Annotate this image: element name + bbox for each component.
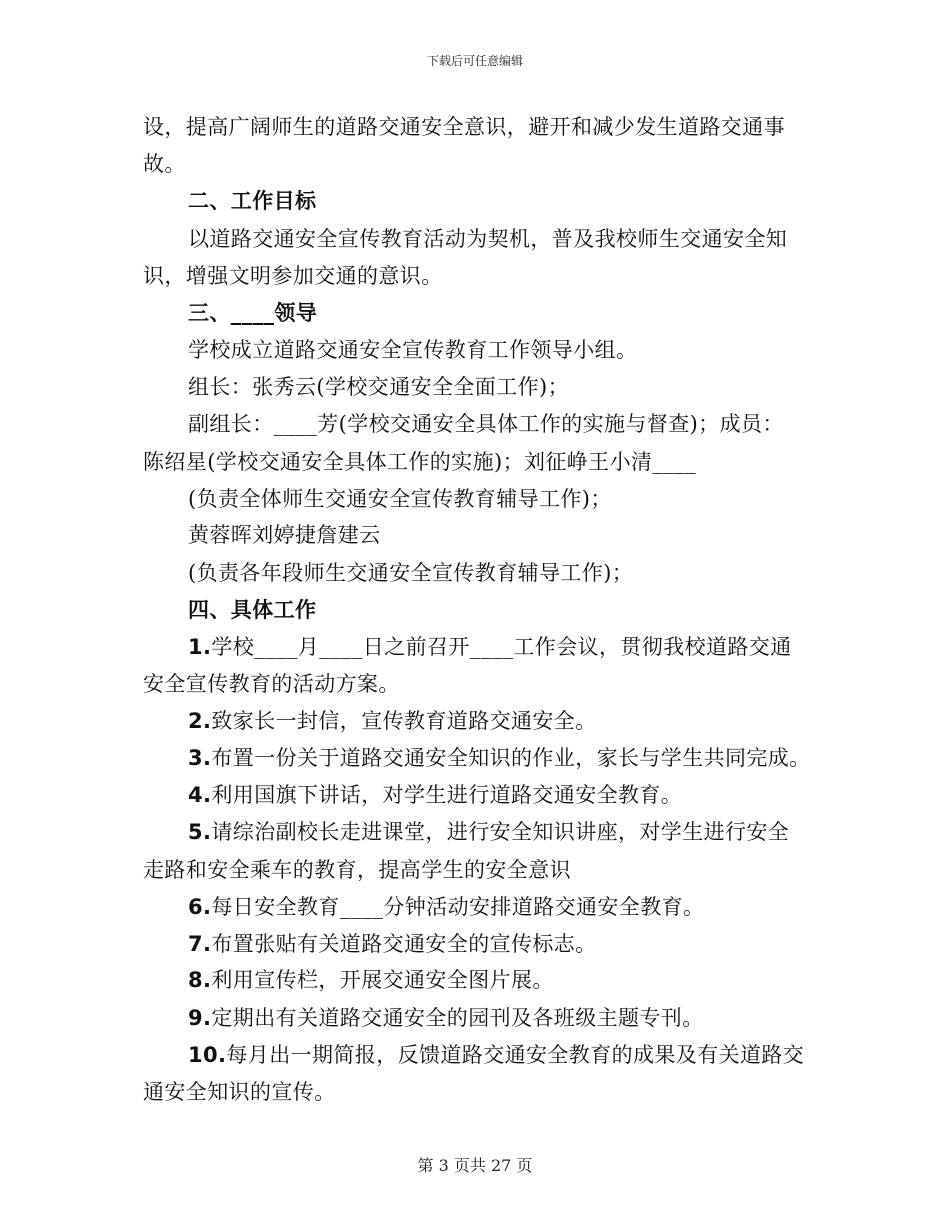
list-item [188,1043,804,1067]
line-text: 学校成立道路交通安全宣传教育工作领导小组。 [188,338,638,362]
list-item [188,1006,704,1030]
paragraph-line [143,264,443,288]
line-text: 安全宣传教育的活动方案。 [143,672,400,696]
item-number: 7. [188,932,212,956]
paragraph-line [188,487,612,511]
line-text: 走路和安全乘车的教育，提高学生的安全意识 [143,858,571,882]
line-text: 组长：张秀云(学校交通安全全面工作)； [188,375,569,399]
paragraph-line [143,672,400,696]
list-item [188,968,554,992]
list-item [188,820,789,844]
line-text: 故。 [143,152,186,176]
paragraph-line [188,227,787,251]
heading-text: 三、____领导 [188,300,318,325]
heading-text: 二、工作目标 [188,188,317,213]
line-text: 定期出有关道路交通安全的园刊及各班级主题专刊。 [211,1006,704,1030]
item-number: 4. [188,783,212,807]
line-text: 设，提高广阔师生的道路交通安全意识，避开和减少发生道路交通事 [143,115,785,139]
paragraph-line [188,523,381,547]
item-number: 8. [188,968,212,992]
line-text: 通安全知识的宣传。 [143,1080,336,1104]
line-text: 致家长一封信，宣传教育道路交通安全。 [211,709,597,733]
line-text: 识，增强文明参加交通的意识。 [143,264,443,288]
item-number: 1. [188,635,212,659]
line-text: 副组长：____芳(学校交通安全具体工作的实施与督查)；成员： [188,412,784,436]
item-number: 9. [188,1006,212,1030]
line-text: 布置张贴有关道路交通安全的宣传标志。 [211,932,597,956]
line-text: (负责各年段师生交通安全宣传教育辅导工作)； [188,561,634,585]
paragraph-line [188,561,633,585]
paragraph-line [188,412,784,436]
list-item [188,746,811,770]
line-text: 每月出一期简报，反馈道路交通安全教育的成果及有关道路交 [226,1043,805,1067]
paragraph-line [143,152,186,176]
line-text: 陈绍星(学校交通安全具体工作的实施)；刘征峥王小清____ [143,450,696,474]
page-header: 下载后可任意编辑 [426,54,523,68]
line-text: 学校____月____日之前召开____工作会议，贯彻我校道路交通 [211,635,792,659]
section-heading [188,189,316,213]
paragraph-line [143,115,785,139]
list-item [188,895,704,919]
line-text: 每日安全教育____分钟活动安排道路交通安全教育。 [211,895,705,919]
line-text: 黄蓉晖刘婷捷詹建云 [188,523,381,547]
item-number: 3. [188,746,212,770]
paragraph-line [188,338,637,362]
paragraph-line [143,1080,336,1104]
item-number: 5. [188,820,212,844]
item-number: 10. [188,1043,227,1067]
item-number: 2. [188,709,212,733]
line-text: 利用国旗下讲话，对学生进行道路交通安全教育。 [211,783,683,807]
list-item [188,635,792,659]
line-text: 请综治副校长走进课堂，进行安全知识讲座，对学生进行安全 [211,820,790,844]
page-footer: 第 3 页共 27 页 [417,1156,533,1175]
list-item [188,783,682,807]
heading-text: 四、具体工作 [188,597,317,622]
line-text: 利用宣传栏，开展交通安全图片展。 [211,968,554,992]
line-text: (负责全体师生交通安全宣传教育辅导工作)； [188,487,612,511]
paragraph-line [143,858,571,882]
paragraph-line [188,375,569,399]
line-text: 以道路交通安全宣传教育活动为契机，普及我校师生交通安全知 [188,227,788,251]
section-heading [188,598,316,622]
list-item [188,932,597,956]
line-text: 布置一份关于道路交通安全知识的作业，家长与学生共同完成。 [211,746,811,770]
paragraph-line [143,450,696,474]
section-heading [188,301,317,325]
list-item [188,709,597,733]
item-number: 6. [188,895,212,919]
